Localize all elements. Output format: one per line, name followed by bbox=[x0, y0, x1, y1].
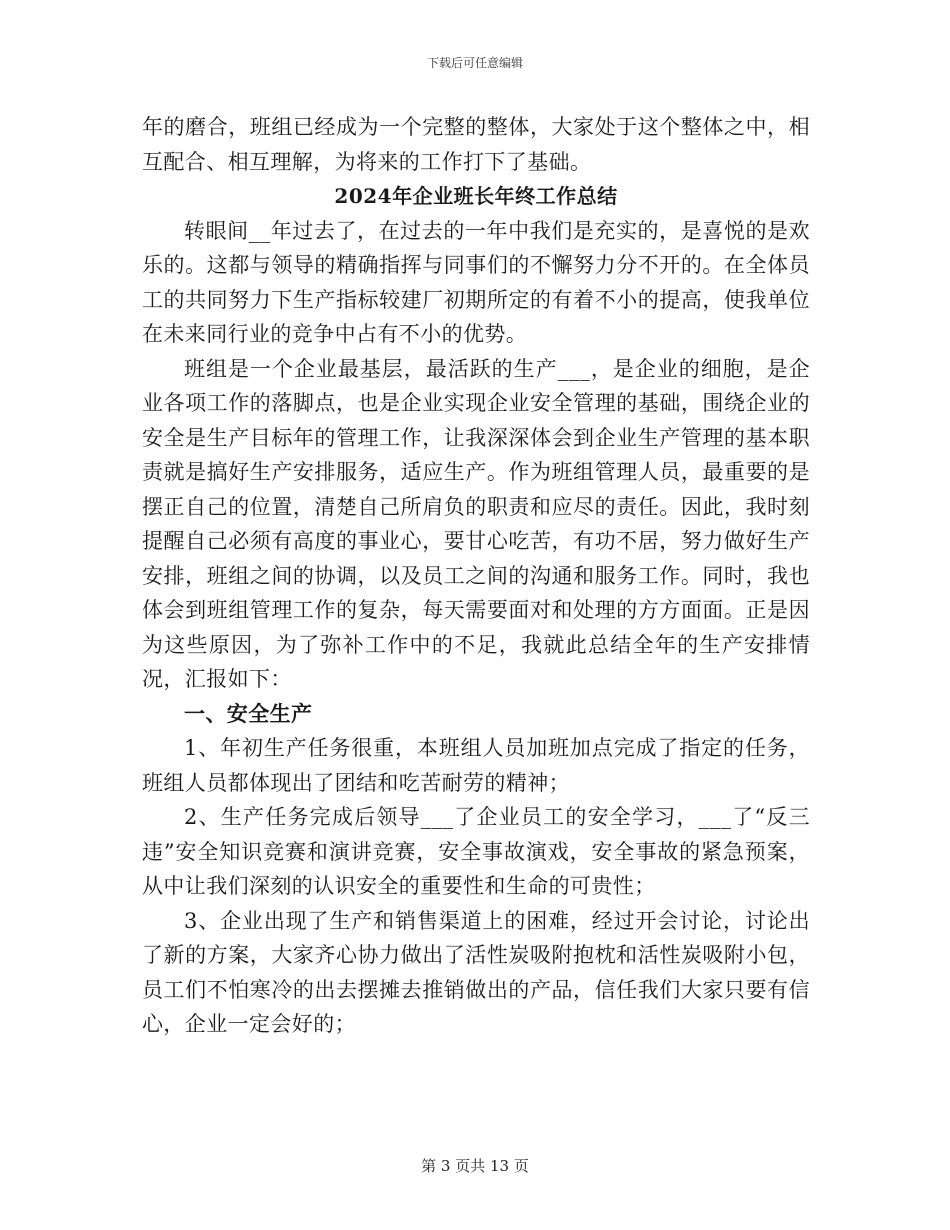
document-body bbox=[142, 110, 810, 1042]
document-title: 2024年企业班长年终工作总结 bbox=[334, 184, 618, 208]
section-heading: 一、安全生产 bbox=[184, 700, 313, 726]
intro-paragraph: 转眼间__年过去了，在过去的一年中我们是充实的，是喜悦的是欢乐的。这都与领导的精确指挥与同事们的不懈努力分不开的。在全体员工的共同努力下生产指标较建厂初期所定的有着不小的提高，使我单位在未来同行业的竞争中占有不小的优势。 bbox=[142, 218, 810, 346]
page-header: 下载后可任意编辑 bbox=[426, 56, 523, 70]
list-item: 3、企业出现了生产和销售渠道上的困难，经过开会讨论，讨论出了新的方案，大家齐心协力做出了活性炭吸附抱枕和活性炭吸附小包，员工们不怕寒冷的出去摆摊去推销做出的产品，信任我们大家只要有信心，企业一定会好的； bbox=[142, 908, 810, 1036]
list-item: 2、生产任务完成后领导___了企业员工的安全学习，___了“反三违”安全知识竞赛和演讲竞赛，安全事故演戏，安全事故的紧急预案，从中让我们深刻的认识安全的重要性和生命的可贵性； bbox=[142, 805, 810, 898]
page-number: 第 3 页共 13 页 bbox=[421, 1157, 529, 1175]
continuation-paragraph: 年的磨合，班组已经成为一个完整的整体，大家处于这个整体之中，相互配合、相互理解，为将来的工作打下了基础。 bbox=[142, 115, 810, 174]
body-paragraph: 班组是一个企业最基层，最活跃的生产___，是企业的细胞，是企业各项工作的落脚点，也是企业实现企业安全管理的基础，围绕企业的安全是生产目标年的管理工作，让我深深体会到企业生产管理的基本职责就是搞好生产安排服务，适应生产。作为班组管理人员，最重要的是摆正自己的位置，清楚自己所肩负的职责和应尽的责任。因此，我时刻提醒自己必须有高度的事业心，要甘心吃苦，有功不居，努力做好生产安排，班组之间的协调，以及员工之间的沟通和服务工作。同时，我也体会到班组管理工作的复杂，每天需要面对和处理的方方面面。正是因为这些原因，为了弥补工作中的不足，我就此总结全年的生产安排情况，汇报如下： bbox=[142, 356, 810, 691]
list-item: 1、年初生产任务很重，本班组人员加班加点完成了指定的任务，班组人员都体现出了团结和吃苦耐劳的精神； bbox=[142, 736, 810, 795]
